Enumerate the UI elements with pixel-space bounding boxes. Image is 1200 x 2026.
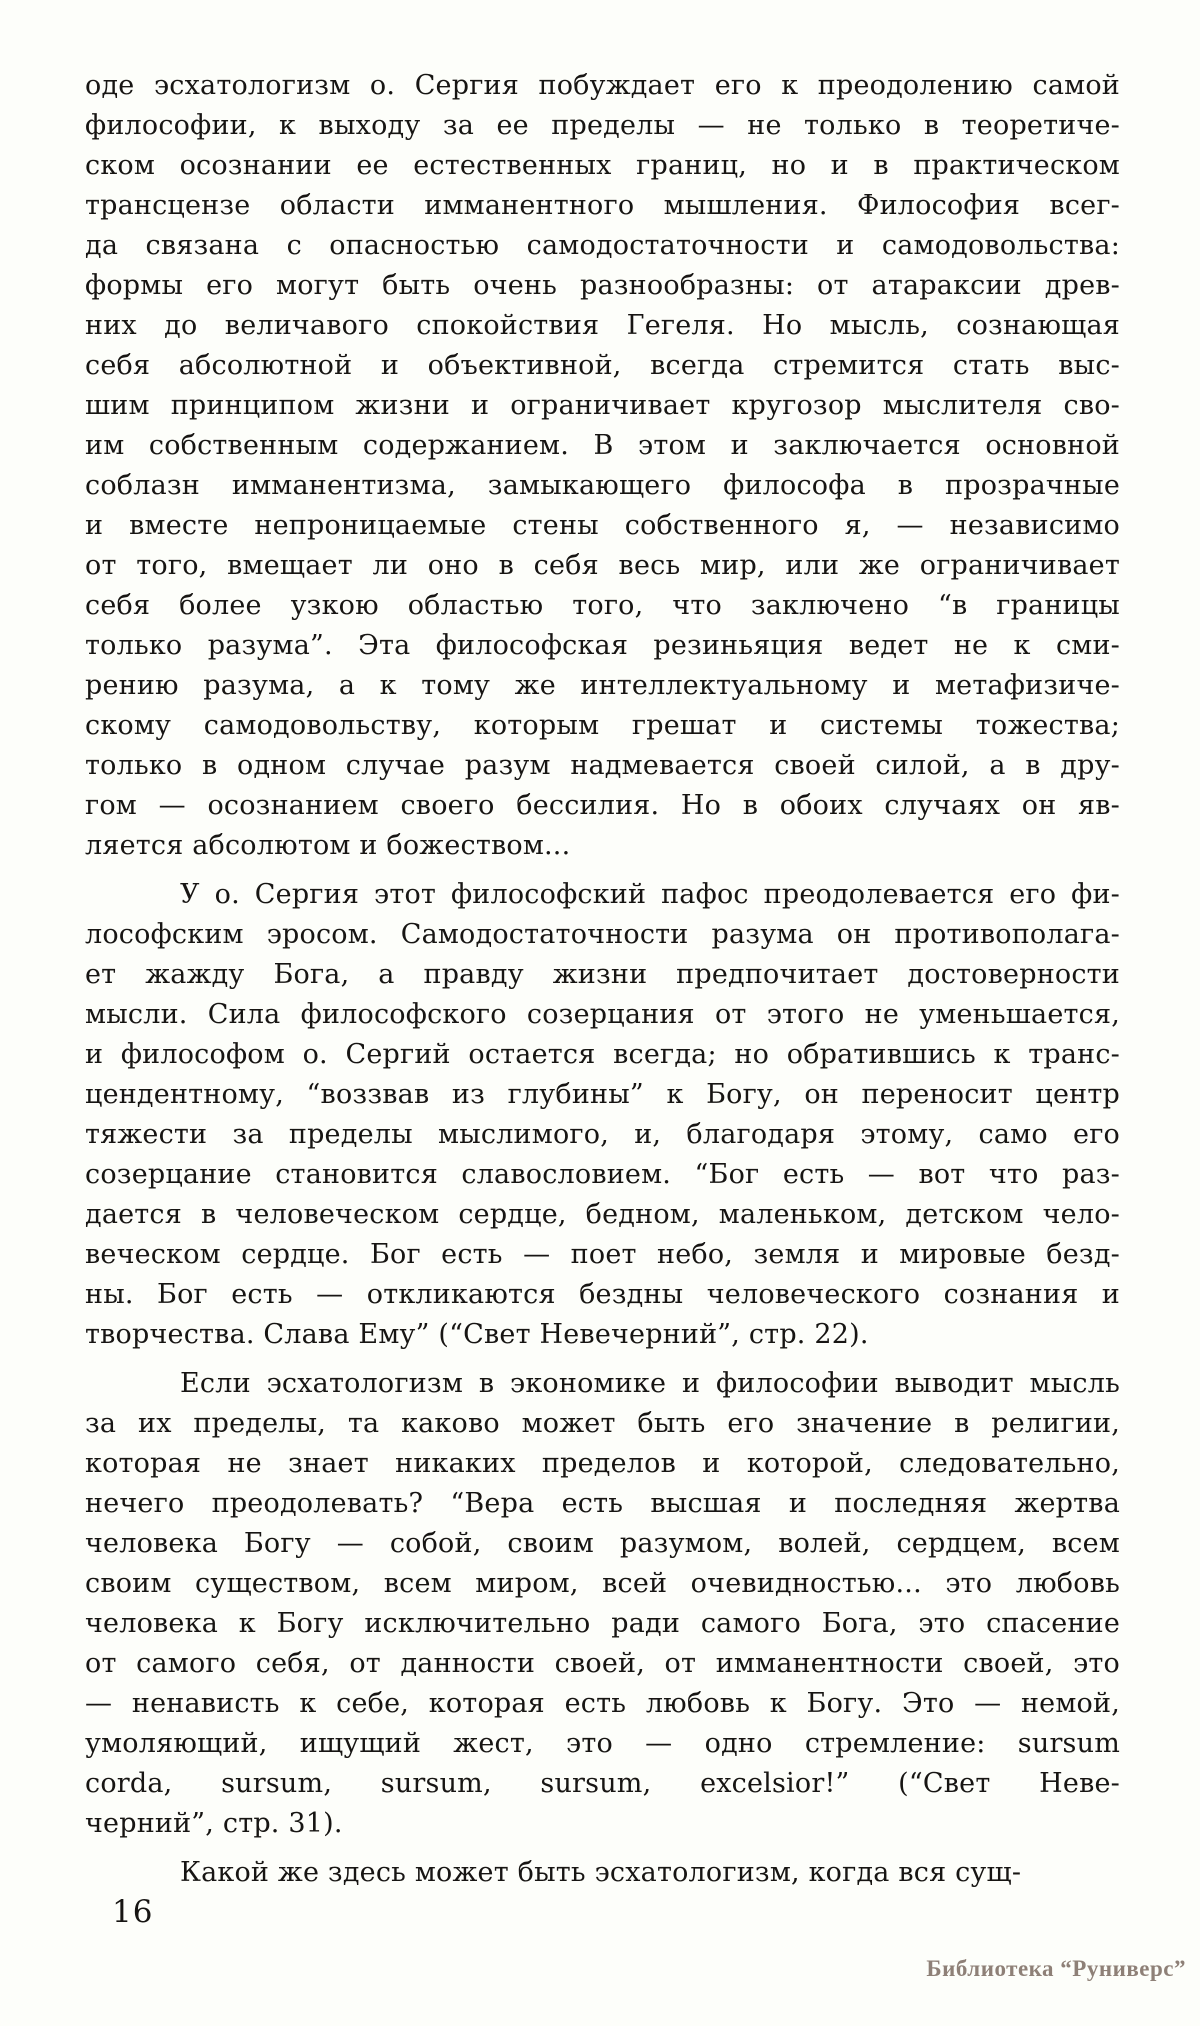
text-line: ны. Бог есть — откликаются бездны человеческого сознания и <box>85 1279 1120 1310</box>
text-line: гом — осознанием своего бессилия. Но в обоих случаях он яв- <box>85 790 1120 821</box>
text-line: ет жажду Бога, а правду жизни предпочитает достоверности <box>85 959 1120 990</box>
text-line: дается в человеческом сердце, бедном, маленьком, детском чело- <box>85 1199 1120 1230</box>
library-watermark: Библиотека “Руниверс” <box>926 1956 1186 1981</box>
text-line: Какой же здесь может быть эсхатологизм, когда вся сущ- <box>180 1857 1022 1888</box>
text-line: рению разума, а к тому же интеллектуальному и метафизиче- <box>85 670 1120 701</box>
text-line: своим существом, всем миром, всей очевидностью... это любовь <box>85 1568 1120 1599</box>
paragraph <box>85 66 1120 866</box>
text-line: философии, к выходу за ее пределы — не только в теоретиче- <box>85 110 1120 141</box>
text-line: от того, вмещает ли оно в себя весь мир, или же ограничивает <box>85 550 1120 581</box>
text-line: соблазн имманентизма, замыкающего философа в прозрачные <box>85 470 1120 501</box>
text-line: мысли. Сила философского созерцания от этого не уменьшается, <box>85 999 1120 1030</box>
text-line: человека Богу — собой, своим разумом, волей, сердцем, всем <box>85 1528 1120 1559</box>
text-line: цендентному, “воззвав из глубины” к Богу, он переносит центр <box>85 1079 1120 1110</box>
text-line: ском осознании ее естественных границ, но и в практическом <box>85 150 1120 181</box>
text-line: созерцание становится славословием. “Бог есть — вот что раз- <box>85 1159 1120 1190</box>
text-line: ляется абсолютом и божеством... <box>85 830 571 861</box>
text-line: веческом сердце. Бог есть — поет небо, земля и мировые безд- <box>85 1239 1120 1270</box>
text-line: только разума”. Эта философская резиньяция ведет не к сми- <box>85 630 1120 661</box>
text-line: только в одном случае разум надмевается своей силой, а в дру- <box>85 750 1120 781</box>
paragraph <box>85 1364 1120 1844</box>
text-line: себя абсолютной и объективной, всегда стремится стать выс- <box>85 350 1120 381</box>
text-line: творчества. Слава Ему” (“Свет Невечерний”, стр. 22). <box>85 1319 869 1350</box>
text-line: от самого себя, от данности своей, от имманентности своей, это <box>85 1648 1120 1679</box>
text-line: Если эсхатологизм в экономике и философии выводит мысль <box>180 1368 1120 1399</box>
text-line: и вместе непроницаемые стены собственного я, — независимо <box>85 510 1120 541</box>
text-line: которая не знает никаких пределов и которой, следовательно, <box>85 1448 1120 1479</box>
text-line: У о. Сергия этот философский пафос преодолевается его фи- <box>180 879 1120 910</box>
body-text-block <box>85 66 1120 1893</box>
text-line: corda, sursum, sursum, sursum, excelsior!” (“Свет Неве- <box>85 1768 1120 1799</box>
text-line: тяжести за пределы мыслимого, и, благодаря этому, само его <box>85 1119 1120 1150</box>
text-line: трансцензе области имманентного мышления. Философия всег- <box>85 190 1120 221</box>
text-line: скому самодовольству, которым грешат и системы тожества; <box>85 710 1120 741</box>
paragraph <box>85 875 1120 1355</box>
text-line: шим принципом жизни и ограничивает кругозор мыслителя сво- <box>85 390 1120 421</box>
text-line: черний”, стр. 31). <box>85 1808 343 1839</box>
text-line: за их пределы, та каково может быть его значение в религии, <box>85 1408 1120 1439</box>
text-line: оде эсхатологизм о. Сергия побуждает его к преодолению самой <box>85 70 1120 101</box>
text-line: себя более узкою областью того, что заключено “в границы <box>85 590 1120 621</box>
text-line: нечего преодолевать? “Вера есть высшая и последняя жертва <box>85 1488 1120 1519</box>
text-line: лософским эросом. Самодостаточности разума он противополага- <box>85 919 1120 950</box>
text-line: да связана с опасностью самодостаточности и самодовольства: <box>85 230 1120 261</box>
text-line: — ненависть к себе, которая есть любовь к Богу. Это — немой, <box>85 1688 1120 1719</box>
text-line: и философом о. Сергий остается всегда; но обратившись к транс- <box>85 1039 1120 1070</box>
text-line: им собственным содержанием. В этом и заключается основной <box>85 430 1120 461</box>
text-line: человека к Богу исключительно ради самого Бога, это спасение <box>85 1608 1120 1639</box>
text-line: них до величавого спокойствия Гегеля. Но мысль, сознающая <box>85 310 1120 341</box>
text-line: формы его могут быть очень разнообразны: от атараксии древ- <box>85 270 1120 301</box>
text-line: умоляющий, ищущий жест, это — одно стремление: sursum <box>85 1728 1120 1759</box>
page-number: 16 <box>112 1894 154 1930</box>
paragraph <box>85 1853 1120 1893</box>
